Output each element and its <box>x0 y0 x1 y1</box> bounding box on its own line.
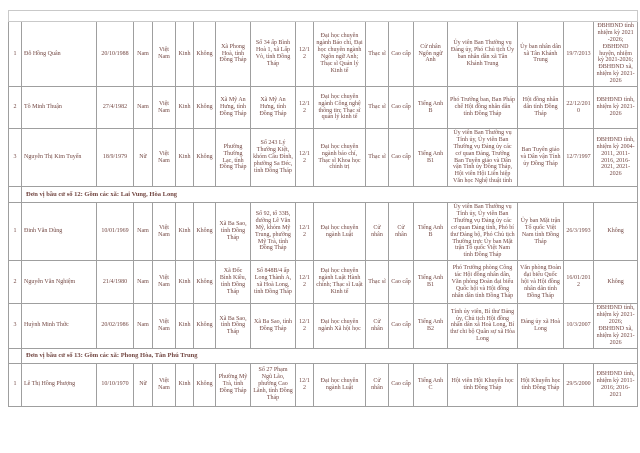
cell-ly-luan-chinh-tri: Cao cấp <box>389 304 414 348</box>
cell-dan-toc: Kinh <box>176 203 194 261</box>
cell-dai-bieu-hdnd: ĐBHĐND tỉnh, nhiệm kỳ 2004-2011, 2011-2016, 2016-2021, 2021-2026 <box>594 129 638 187</box>
section-header-label: Đơn vị bầu cử số 12: Gồm các xã: Lai Vung, Hòa Long <box>22 187 638 203</box>
cell-hoc-vi: Cử nhân <box>366 203 389 261</box>
cell-que-quan: Xã Mỹ An Hưng, tỉnh Đồng Tháp <box>216 87 251 129</box>
cell-chuc-vu: Hội viên Hội Khuyến học tỉnh Đồng Tháp <box>448 363 518 406</box>
cell-ly-luan-chinh-tri: Cao cấp <box>389 129 414 187</box>
cell-quoc-tich: Việt Nam <box>153 203 176 261</box>
cell-stt-empty <box>9 187 22 203</box>
cell-chuc-vu: Ủy viên Ban Thường vụ Tỉnh ủy, Ủy viên Ban Thường vụ Đảng ủy các cơ quan Đảng tỉnh, Phó bí thư Đảng bộ, Phó Chủ tịch Thường trực Ủy ban Mặt trận Tổ quốc Việt Nam tỉnh Đồng Tháp <box>448 203 518 261</box>
table-row <box>9 129 638 187</box>
cell-ngoai-ngu: Tiếng Anh B <box>414 203 448 261</box>
cell-ton-giao: Không <box>194 87 216 129</box>
cell-hoc-vi: Cử nhân <box>366 363 389 406</box>
cell-ton-giao: Không <box>194 363 216 406</box>
cell-noi-cong-tac: Ủy ban Mặt trận Tổ quốc Việt Nam tỉnh Đồng Tháp <box>518 203 564 261</box>
cell-chuc-vu: Phó Trưởng phòng Công tác Hội đồng nhân dân, Văn phòng Đoàn đại biểu Quốc hội và Hội đồng nhân dân tỉnh Đồng Tháp <box>448 261 518 304</box>
table-row <box>9 363 638 406</box>
cell-gioi-tinh: Nữ <box>134 363 153 406</box>
cell-stt: 3 <box>9 129 22 187</box>
cell-ngay-sinh: 18/9/1979 <box>97 129 134 187</box>
cell-quoc-tich: Việt Nam <box>153 87 176 129</box>
cell-noi-o-hien-nay: Số 92, tổ 33B, đường Lê Văn Mỹ, khóm Mỹ Trung, phường Mỹ Trà, tỉnh Đồng Tháp <box>251 203 296 261</box>
cell-quoc-tich: Việt Nam <box>153 261 176 304</box>
cell-ngoai-ngu: Tiếng Anh B2 <box>414 304 448 348</box>
cell-ngay-sinh: 10/01/1969 <box>97 203 134 261</box>
cell-chuc-vu: Ủy viên Ban Thường vụ Đảng ủy, Phó Chủ tịch Ủy ban nhân dân xã Tân Khánh Trung <box>448 22 518 87</box>
cell-ngoai-ngu: Tiếng Anh C <box>414 363 448 406</box>
cell-trinh-do-chuyen-mon: Đại học chuyên ngành Luật <box>314 203 366 261</box>
table-row <box>9 22 638 87</box>
delegate-roster-table <box>8 10 638 407</box>
cell-chuc-vu: Phó Trưởng ban, Ban Pháp chế Hội đồng nhân dân tỉnh Đồng Tháp <box>448 87 518 129</box>
cell-gioi-tinh: Nam <box>134 22 153 87</box>
cell-ngoai-ngu: Cử nhân Ngôn ngữ Anh <box>414 22 448 87</box>
cell-ton-giao: Không <box>194 203 216 261</box>
cell-hoc-vi: Thạc sĩ <box>366 87 389 129</box>
cell-dan-toc: Kinh <box>176 129 194 187</box>
cell-stt: 1 <box>9 22 22 87</box>
cell-gioi-tinh: Nam <box>134 261 153 304</box>
cell-gioi-tinh: Nam <box>134 87 153 129</box>
cell-que-quan: Xã Phong Hoà, tỉnh Đồng Tháp <box>216 22 251 87</box>
section-divider-row <box>9 187 638 203</box>
cell-dai-bieu-hdnd: ĐBHĐND tỉnh nhiệm kỳ 2021 -2026; ĐBHĐND huyện, nhiệm kỳ 2021-2026; ĐBHĐND xã, nhiệm kỳ 2021-2026 <box>594 22 638 87</box>
cell-ngay-vao-dang: 19/7/2013 <box>564 22 594 87</box>
cell-ly-luan-chinh-tri: Cao cấp <box>389 22 414 87</box>
cell-ngay-sinh: 20/10/1988 <box>97 22 134 87</box>
cell-ngay-vao-dang: 12/7/1997 <box>564 129 594 187</box>
cell-stt: 3 <box>9 304 22 348</box>
spacer-cell <box>9 11 638 22</box>
cell-quoc-tich: Việt Nam <box>153 363 176 406</box>
cell-gioi-tinh: Nữ <box>134 129 153 187</box>
cell-ly-luan-chinh-tri: Cao cấp <box>389 363 414 406</box>
cell-que-quan: Xã Ba Sao, tỉnh Đồng Tháp <box>216 203 251 261</box>
cell-dan-toc: Kinh <box>176 22 194 87</box>
table-row <box>9 87 638 129</box>
cell-trinh-do-chuyen-mon: Đại học chuyên ngành Báo chí, Đại học chuyên ngành Ngôn ngữ Anh; Thạc sĩ Quản lý Kinh tế <box>314 22 366 87</box>
cell-hoc-vi: Thạc sĩ <box>366 22 389 87</box>
cell-trinh-do-pho-thong: 12/12 <box>296 203 314 261</box>
cell-noi-cong-tac: Ban Tuyên giáo và Dân vận Tỉnh ủy Đồng Tháp <box>518 129 564 187</box>
cell-dan-toc: Kinh <box>176 304 194 348</box>
table-row <box>9 261 638 304</box>
cell-ngay-vao-dang: 26/3/1993 <box>564 203 594 261</box>
cell-dan-toc: Kinh <box>176 261 194 304</box>
cell-noi-o-hien-nay: Xã Ba Sao, tỉnh Đồng Tháp <box>251 304 296 348</box>
cell-ho-ten: Nguyễn Thị Kim Tuyến <box>22 129 97 187</box>
cell-ton-giao: Không <box>194 22 216 87</box>
cell-ly-luan-chinh-tri: Cao cấp <box>389 261 414 304</box>
cell-dan-toc: Kinh <box>176 363 194 406</box>
cell-chuc-vu: Tỉnh ủy viên, Bí thư Đảng ủy, Chủ tịch Hội đồng nhân dân xã Hoà Long, Bí thư chi bộ Quân sự xã Hòa Long <box>448 304 518 348</box>
cell-trinh-do-chuyen-mon: Đại học chuyên ngành Xã hội học <box>314 304 366 348</box>
cell-dai-bieu-hdnd: ĐBHĐND tỉnh, nhiệm kỳ 2021-2026; ĐBHĐND xã, nhiệm kỳ 2021-2026 <box>594 304 638 348</box>
cell-noi-o-hien-nay: Số 34 ấp Bình Hoà 1, xã Lấp Vò, tỉnh Đồng Tháp <box>251 22 296 87</box>
cell-noi-cong-tac: Hội Khuyến học tỉnh Đồng Tháp <box>518 363 564 406</box>
table-top-spacer-row <box>9 11 638 22</box>
cell-quoc-tich: Việt Nam <box>153 304 176 348</box>
cell-ton-giao: Không <box>194 304 216 348</box>
cell-que-quan: Phường Thường Lạc, tỉnh Đồng Tháp <box>216 129 251 187</box>
cell-stt: 2 <box>9 87 22 129</box>
cell-dai-bieu-hdnd: Không <box>594 261 638 304</box>
cell-trinh-do-chuyen-mon: Đại học chuyên ngành Luật Hành chính; Thạc sĩ Luật Kinh tế <box>314 261 366 304</box>
cell-stt: 1 <box>9 203 22 261</box>
cell-dan-toc: Kinh <box>176 87 194 129</box>
cell-noi-cong-tac: Đảng ủy xã Hoà Long <box>518 304 564 348</box>
cell-chuc-vu: Ủy viên Ban Thường vụ Tỉnh ủy, Ủy viên Ban Thường vụ Đảng ủy các cơ quan Đảng, Trưởng Ban Tuyên giáo và Dân vận Tỉnh ủy Đồng Tháp, Hội viên Hội Liên hiệp Văn học Nghệ thuật tỉnh <box>448 129 518 187</box>
cell-ngoai-ngu: Tiếng Anh B <box>414 87 448 129</box>
cell-ho-ten: Huỳnh Minh Thức <box>22 304 97 348</box>
cell-hoc-vi: Cử nhân <box>366 304 389 348</box>
cell-noi-cong-tac: Ủy ban nhân dân xã Tân Khánh Trung <box>518 22 564 87</box>
cell-que-quan: Xã Ba Sao, tỉnh Đồng Tháp <box>216 304 251 348</box>
cell-noi-cong-tac: Văn phòng Đoàn đại biểu Quốc hội và Hội đồng nhân dân tỉnh Đồng Tháp <box>518 261 564 304</box>
cell-trinh-do-pho-thong: 12/12 <box>296 87 314 129</box>
cell-trinh-do-pho-thong: 12/12 <box>296 22 314 87</box>
cell-ngay-vao-dang: 29/5/2000 <box>564 363 594 406</box>
cell-ngay-sinh: 10/10/1970 <box>97 363 134 406</box>
cell-gioi-tinh: Nam <box>134 203 153 261</box>
cell-quoc-tich: Việt Nam <box>153 129 176 187</box>
cell-ngay-sinh: 21/4/1980 <box>97 261 134 304</box>
cell-stt-empty <box>9 348 22 363</box>
cell-ngay-vao-dang: 22/12/2010 <box>564 87 594 129</box>
table-row <box>9 203 638 261</box>
cell-trinh-do-pho-thong: 12/12 <box>296 363 314 406</box>
cell-trinh-do-chuyen-mon: Đại học chuyên ngành Luật <box>314 363 366 406</box>
section-divider-row <box>9 348 638 363</box>
section-header-label: Đơn vị bầu cử số 13: Gồm các xã: Phong Hòa, Tân Phú Trung <box>22 348 638 363</box>
cell-hoc-vi: Thạc sĩ <box>366 129 389 187</box>
cell-ho-ten: Đỗ Hồng Quân <box>22 22 97 87</box>
cell-ton-giao: Không <box>194 261 216 304</box>
cell-stt: 2 <box>9 261 22 304</box>
cell-trinh-do-chuyen-mon: Đại học chuyên ngành báo chí, Thạc sĩ Khoa học chính trị <box>314 129 366 187</box>
cell-ho-ten: Nguyễn Văn Nghiệm <box>22 261 97 304</box>
cell-ngoai-ngu: Tiếng Anh B1 <box>414 129 448 187</box>
cell-que-quan: Phường Mỹ Trà, tỉnh Đồng Tháp <box>216 363 251 406</box>
cell-trinh-do-pho-thong: 12/12 <box>296 304 314 348</box>
cell-noi-o-hien-nay: Số 243 Lý Thường Kiệt, khóm Cầu Đình, phường Sa Đéc, tỉnh Đồng Tháp <box>251 129 296 187</box>
cell-que-quan: Xã Đốc Bình Kiều, tỉnh Đồng Tháp <box>216 261 251 304</box>
cell-hoc-vi: Thạc sĩ <box>366 261 389 304</box>
cell-dai-bieu-hdnd: ĐBHĐND tỉnh, nhiệm kỳ 2021-2026 <box>594 87 638 129</box>
cell-trinh-do-pho-thong: 12/12 <box>296 261 314 304</box>
cell-ly-luan-chinh-tri: Cao cấp <box>389 87 414 129</box>
cell-ly-luan-chinh-tri: Cử nhân <box>389 203 414 261</box>
cell-dai-bieu-hdnd: Không <box>594 203 638 261</box>
cell-ngay-sinh: 20/02/1986 <box>97 304 134 348</box>
cell-ho-ten: Lê Thị Hồng Phượng <box>22 363 97 406</box>
cell-stt: 1 <box>9 363 22 406</box>
cell-noi-cong-tac: Hội đồng nhân dân tỉnh Đồng Tháp <box>518 87 564 129</box>
cell-noi-o-hien-nay: Xã Mỹ An Hưng, tỉnh Đồng Tháp <box>251 87 296 129</box>
cell-ngay-vao-dang: 16/01/2012 <box>564 261 594 304</box>
cell-trinh-do-chuyen-mon: Đại học chuyên ngành Công nghệ thông tin; Thạc sĩ quản lý kinh tế <box>314 87 366 129</box>
cell-ngay-sinh: 27/4/1982 <box>97 87 134 129</box>
cell-noi-o-hien-nay: Số 27 Phạm Ngũ Lão, phường Cao Lãnh, tỉnh Đồng Tháp <box>251 363 296 406</box>
table-row <box>9 304 638 348</box>
cell-ho-ten: Tô Minh Thuận <box>22 87 97 129</box>
cell-quoc-tich: Việt Nam <box>153 22 176 87</box>
cell-ho-ten: Đinh Văn Dũng <box>22 203 97 261</box>
cell-gioi-tinh: Nam <box>134 304 153 348</box>
cell-ngoai-ngu: Tiếng Anh B1 <box>414 261 448 304</box>
cell-dai-bieu-hdnd: ĐBHĐND tỉnh, nhiệm kỳ 2011-2016; 2016-2021 <box>594 363 638 406</box>
cell-trinh-do-pho-thong: 12/12 <box>296 129 314 187</box>
cell-ngay-vao-dang: 10/3/2007 <box>564 304 594 348</box>
cell-noi-o-hien-nay: Số 848B/4 ấp Long Thành A, xã Hoà Long, tỉnh Đồng Tháp <box>251 261 296 304</box>
cell-ton-giao: Không <box>194 129 216 187</box>
